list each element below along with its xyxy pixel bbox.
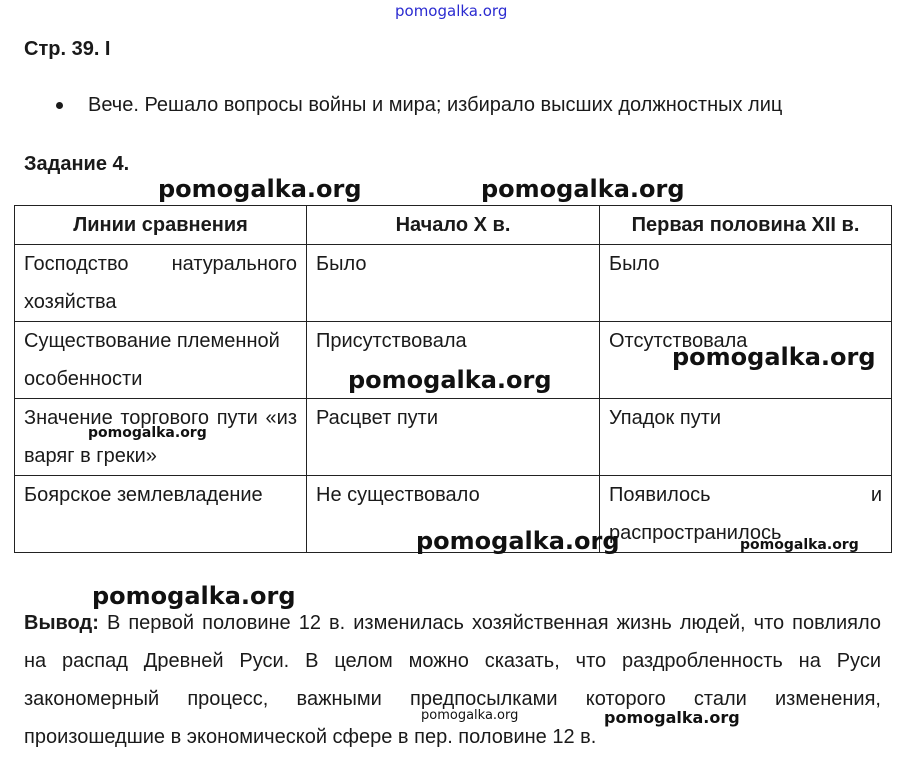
watermark: pomogalka.org xyxy=(604,708,740,727)
column-header-first-half-12th: Первая половина XII в. xyxy=(600,206,892,245)
bullet-text: Вече. Решало вопросы войны и мира; избирало высших должностных лиц xyxy=(88,94,783,116)
table-cell: Существование племенной особенности xyxy=(15,322,307,399)
page-heading: Стр. 39. I xyxy=(24,38,111,60)
table-header-row xyxy=(15,206,892,245)
bullet-item xyxy=(56,94,782,117)
table-cell: Появилось и распространилось xyxy=(600,476,892,553)
conclusion-label: Вывод: xyxy=(24,612,99,634)
watermark: pomogalka.org xyxy=(672,343,876,371)
watermark: pomogalka.org xyxy=(740,537,859,553)
watermark: pomogalka.org xyxy=(92,582,296,610)
bullet-dot-icon xyxy=(56,102,63,109)
table-cell: Отсутствовала xyxy=(600,322,892,399)
table-row xyxy=(15,245,892,322)
table-cell: Было xyxy=(600,245,892,322)
table-cell: Было xyxy=(307,245,600,322)
conclusion-text: В первой половине 12 в. изменилась хозяйственная жизнь людей, что повлияло на распад Древней Руси. В целом можно сказать, что раздробленность на Руси закономерный процесс, важными предпосылками которого стали изменения, произошедшие в экономической сфере в пер. половине 12 в. xyxy=(24,612,881,748)
table-cell: Значение торгового пути «из варяг в греки» xyxy=(15,399,307,476)
table-cell: Присутствовала xyxy=(307,322,600,399)
watermark: pomogalka.org xyxy=(348,366,552,394)
watermark: pomogalka.org xyxy=(421,708,519,723)
table-cell: Расцвет пути xyxy=(307,399,600,476)
watermark: pomogalka.org xyxy=(158,175,362,203)
table-cell: Боярское землевладение xyxy=(15,476,307,553)
top-watermark[interactable]: pomogalka.org xyxy=(395,2,508,20)
conclusion-paragraph xyxy=(24,604,881,756)
watermark: pomogalka.org xyxy=(88,425,207,441)
column-header-early-10th: Начало X в. xyxy=(307,206,600,245)
watermark: pomogalka.org xyxy=(481,175,685,203)
table-cell: Не существовало xyxy=(307,476,600,553)
table-cell: Упадок пути xyxy=(600,399,892,476)
column-header-comparison: Линии сравнения xyxy=(15,206,307,245)
watermark: pomogalka.org xyxy=(416,527,620,555)
table-cell: Господство натурального хозяйства xyxy=(15,245,307,322)
task-heading: Задание 4. xyxy=(24,153,130,175)
